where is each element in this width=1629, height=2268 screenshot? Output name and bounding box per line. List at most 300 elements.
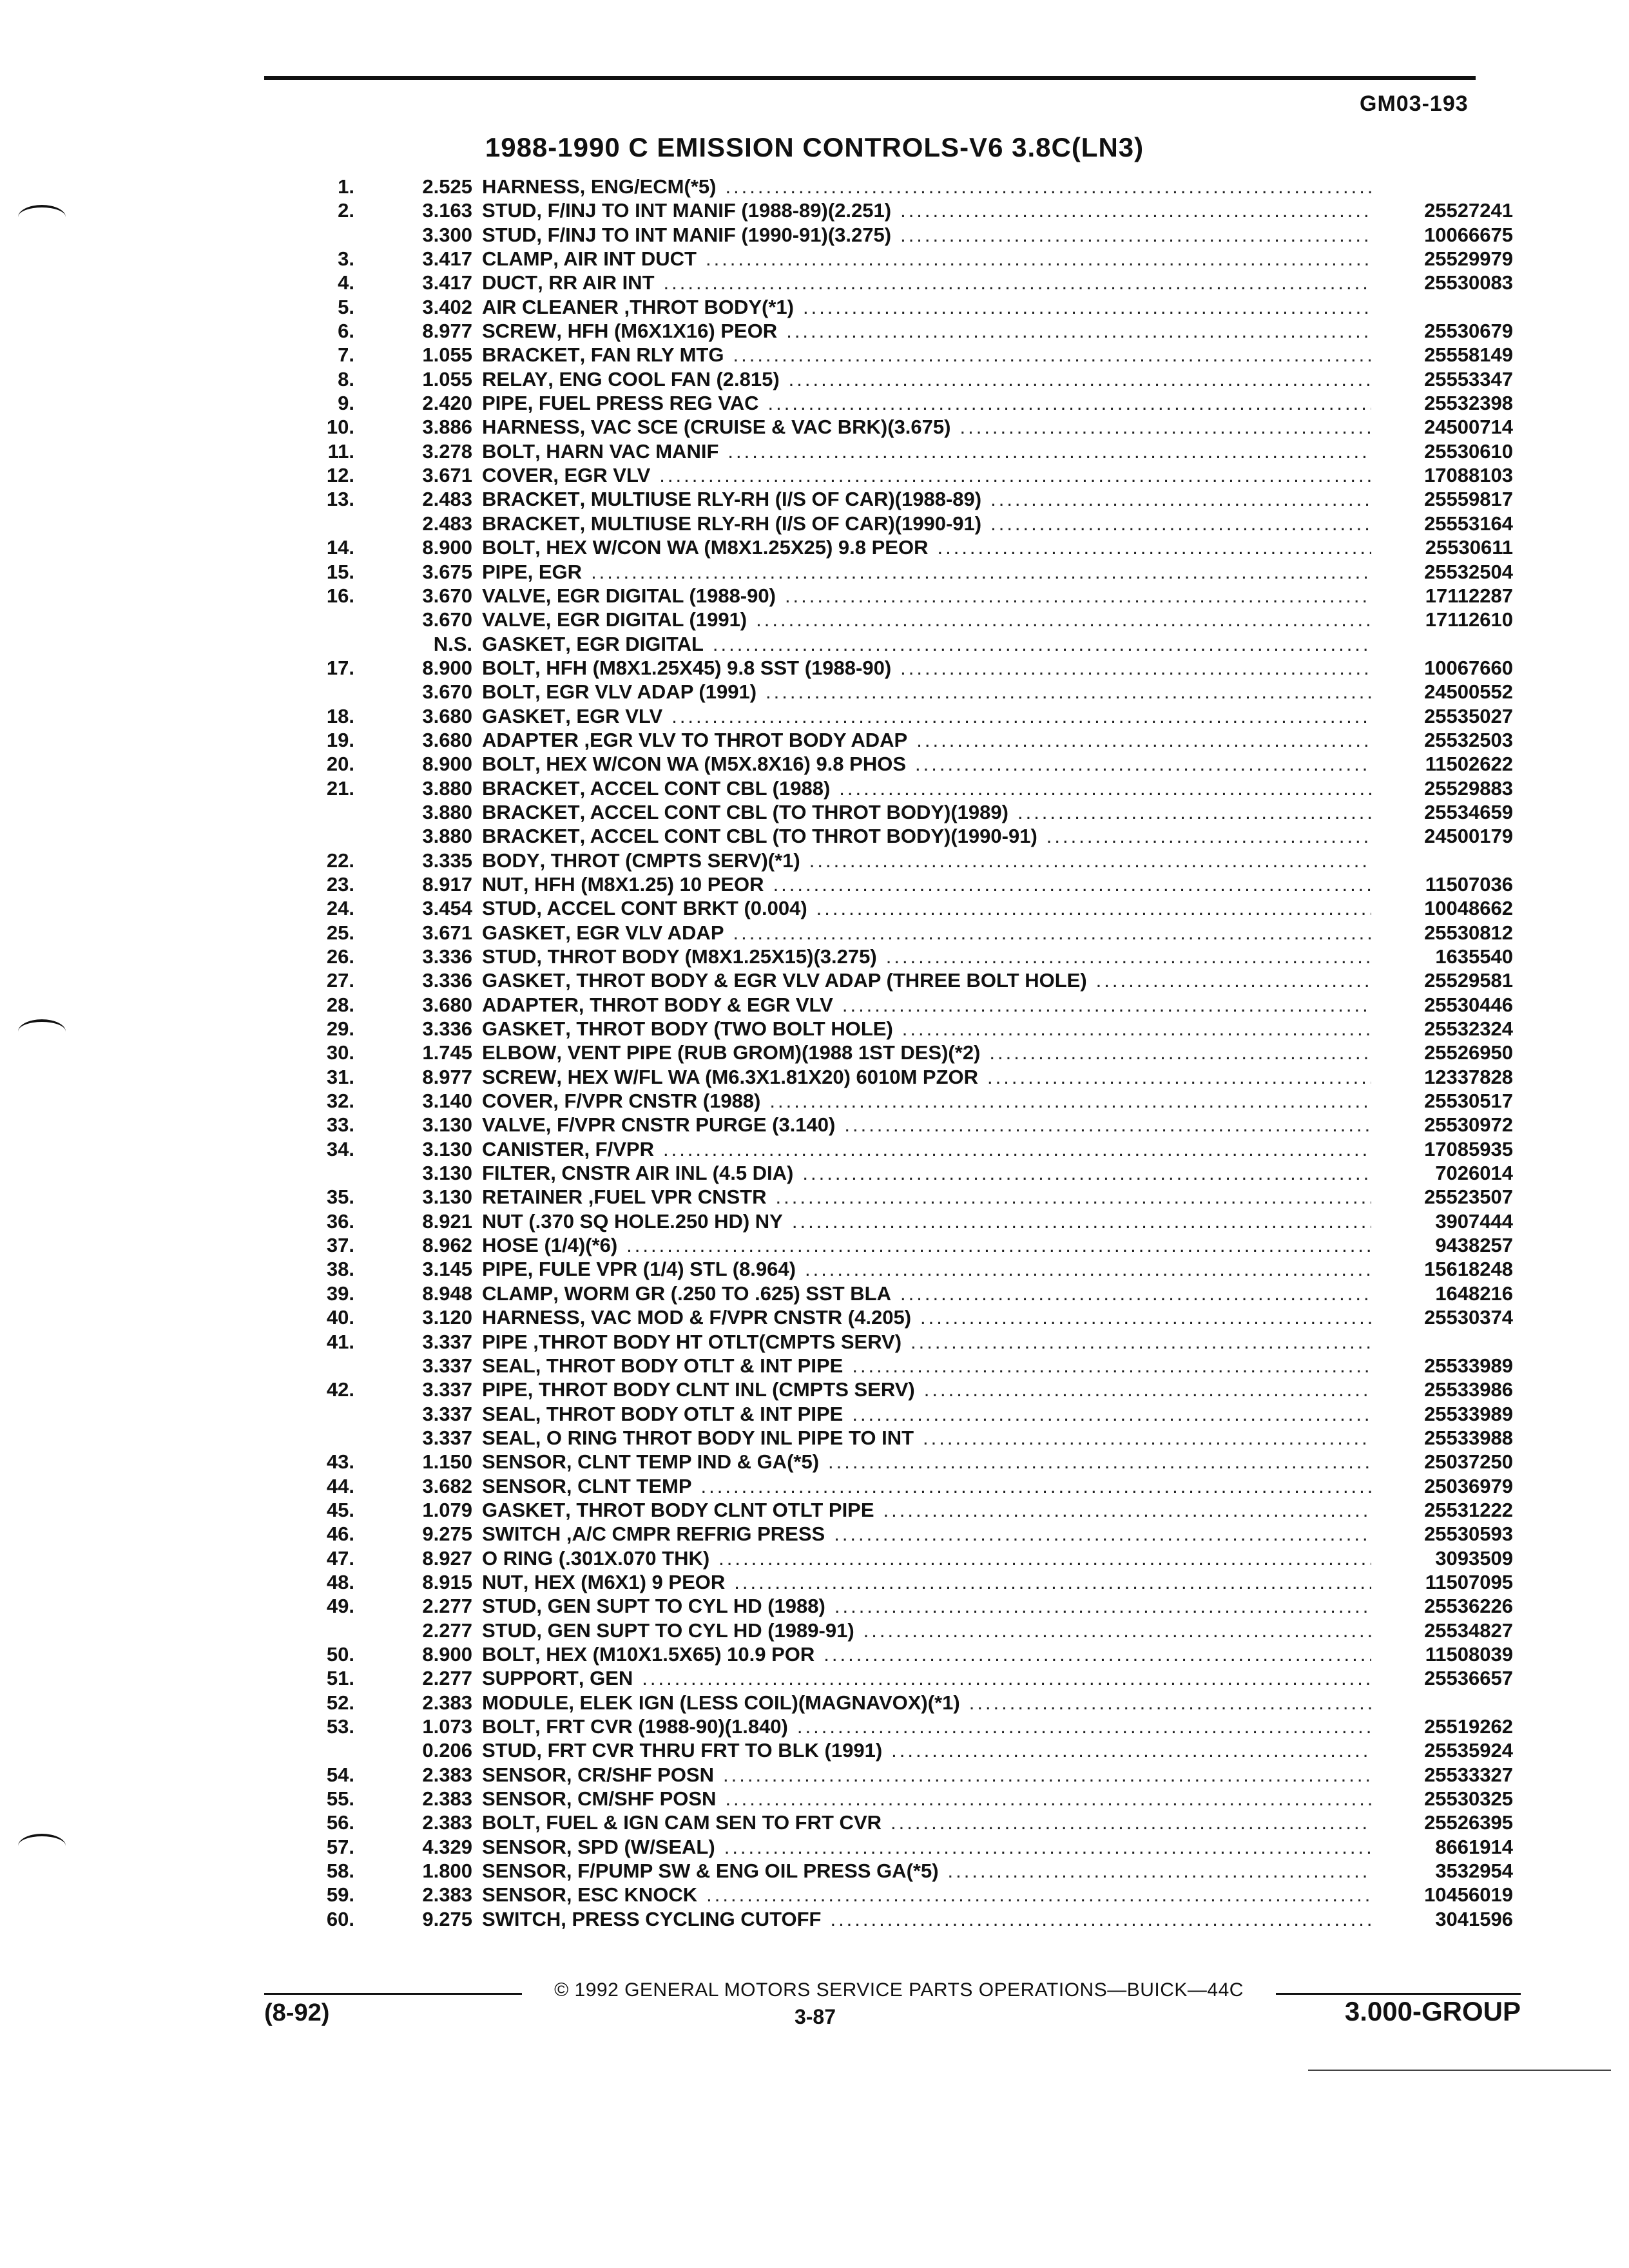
group-number: 3.670	[422, 584, 472, 607]
part-detail: , CLNT TEMP	[566, 1474, 692, 1497]
group-number: 8.977	[422, 320, 472, 343]
part-name: BOLT	[482, 1642, 535, 1666]
part-description	[482, 1522, 1371, 1546]
dot-leader	[816, 896, 1371, 920]
item-number: 1.	[338, 175, 354, 198]
group-number: 8.917	[422, 872, 472, 896]
dot-leader	[789, 367, 1371, 391]
item-number: 14.	[326, 536, 354, 559]
part-name: SEAL	[482, 1354, 535, 1377]
parts-row	[0, 1017, 1629, 1041]
part-number: 11507036	[1425, 872, 1513, 896]
item-number: 44.	[326, 1474, 354, 1497]
part-description	[482, 223, 1371, 247]
dot-leader	[809, 849, 1371, 872]
part-number: 25529581	[1424, 969, 1513, 992]
dot-leader	[723, 1763, 1371, 1787]
parts-row	[0, 1041, 1629, 1064]
parts-row	[0, 295, 1629, 319]
part-description	[482, 271, 1371, 294]
parts-row	[0, 632, 1629, 656]
parts-row	[0, 824, 1629, 848]
part-name: SENSOR	[482, 1860, 566, 1883]
group-number: 3.671	[422, 464, 472, 487]
item-number: 36.	[326, 1209, 354, 1233]
group-number: 3.337	[422, 1402, 472, 1425]
parts-row	[0, 271, 1629, 294]
group-number: 2.383	[422, 1691, 472, 1714]
parts-row	[0, 945, 1629, 968]
part-number: 25527241	[1424, 199, 1513, 222]
dot-leader	[766, 680, 1371, 704]
group-number: 0.206	[422, 1739, 472, 1762]
item-number: 39.	[326, 1282, 354, 1305]
group-number: 3.417	[422, 247, 472, 271]
part-name: STUD	[482, 1739, 537, 1762]
dot-leader	[725, 1787, 1371, 1811]
part-description	[482, 391, 1371, 415]
parts-row	[0, 1113, 1629, 1137]
parts-row	[0, 247, 1629, 271]
parts-row	[0, 175, 1629, 198]
group-number: 3.670	[422, 608, 472, 631]
parts-row	[0, 439, 1629, 463]
part-name: SENSOR	[482, 1474, 566, 1497]
part-detail: , F/PUMP SW & ENG OIL PRESS GA(*5)	[566, 1860, 939, 1883]
dot-leader	[969, 1691, 1371, 1715]
item-number: 26.	[326, 945, 354, 968]
group-number: 3.163	[422, 199, 472, 222]
part-detail: , EGR DIGITAL (1991)	[545, 608, 747, 631]
parts-row	[0, 415, 1629, 439]
parts-row	[0, 1330, 1629, 1354]
part-description	[482, 1330, 1371, 1354]
part-number: 25553164	[1424, 512, 1513, 535]
parts-row	[0, 993, 1629, 1017]
dot-leader	[948, 1859, 1371, 1883]
part-description	[482, 1041, 1371, 1064]
dot-leader	[830, 1907, 1371, 1931]
part-detail: , THROT BODY OTLT & INT PIPE	[535, 1402, 843, 1425]
part-name: GASKET	[482, 1498, 566, 1521]
part-number: 25531222	[1424, 1498, 1513, 1521]
part-number: 25530593	[1424, 1523, 1513, 1546]
parts-row	[0, 1209, 1629, 1233]
part-number: 8661914	[1435, 1835, 1513, 1858]
part-detail: , HEX (M6X1) 9 PEOR	[523, 1570, 726, 1593]
group-number: 3.337	[422, 1378, 472, 1401]
part-number: 3093509	[1435, 1546, 1513, 1570]
part-number: 25530611	[1425, 536, 1513, 559]
item-number: 30.	[326, 1041, 354, 1064]
group-number: 3.336	[422, 945, 472, 968]
part-number: 24500714	[1424, 416, 1513, 439]
part-name: STUD	[482, 945, 537, 968]
item-number: 43.	[326, 1450, 354, 1474]
part-detail: , THROT BODY CLNT INL (CMPTS SERV)	[527, 1378, 915, 1401]
part-number: 25534827	[1424, 1619, 1513, 1642]
part-detail: , HFH (M6X1X16) PEOR	[556, 320, 778, 343]
item-number: 21.	[326, 776, 354, 800]
group-number: 3.337	[422, 1354, 472, 1377]
item-number: 50.	[326, 1642, 354, 1666]
part-name: BOLT	[482, 439, 535, 463]
dot-leader	[883, 1498, 1371, 1522]
part-description	[482, 921, 1371, 945]
part-number: 11507095	[1425, 1570, 1513, 1593]
part-detail: , EGR DIGITAL (1988-90)	[545, 584, 776, 607]
part-detail: , EGR VLV	[565, 704, 663, 727]
parts-row	[0, 896, 1629, 920]
group-number: 3.335	[422, 849, 472, 872]
item-number: 15.	[326, 560, 354, 583]
dot-leader	[987, 1065, 1371, 1089]
dot-leader	[852, 1354, 1371, 1378]
part-description	[482, 175, 1371, 198]
item-number: 29.	[326, 1017, 354, 1041]
part-number: 25523507	[1424, 1186, 1513, 1209]
part-name: SENSOR	[482, 1450, 566, 1474]
part-number: 10456019	[1424, 1883, 1513, 1907]
part-number: 25529883	[1424, 776, 1513, 800]
part-description	[482, 680, 1371, 704]
dot-leader	[1017, 800, 1371, 824]
part-number: 17112610	[1425, 608, 1513, 631]
part-description	[482, 1305, 1371, 1329]
parts-row	[0, 560, 1629, 584]
parts-row	[0, 680, 1629, 704]
group-number: 3.337	[422, 1330, 472, 1353]
dot-leader	[706, 1883, 1371, 1907]
group-number: 3.680	[422, 728, 472, 751]
part-detail: , THROT BODY & EGR VLV ADAP (THREE BOLT HOLE)	[565, 969, 1087, 992]
part-detail: , THROT BODY CLNT OTLT PIPE	[565, 1498, 874, 1521]
part-name: GASKET	[482, 632, 566, 655]
part-number: 25553347	[1424, 367, 1513, 390]
item-number: 56.	[326, 1811, 354, 1834]
item-number: 4.	[338, 271, 354, 294]
part-detail: , FRT CVR (1988-90)(1.840)	[535, 1715, 788, 1738]
group-number: 2.277	[422, 1619, 472, 1642]
item-number: 3.	[338, 247, 354, 271]
part-description	[482, 993, 1371, 1017]
group-number: 3.454	[422, 897, 472, 920]
dot-leader	[664, 271, 1371, 294]
part-detail: , F/INJ TO INT MANIF (1988-89)(2.251)	[536, 199, 892, 222]
parts-row	[0, 1835, 1629, 1859]
dot-leader	[803, 295, 1371, 319]
part-description	[482, 776, 1371, 800]
part-detail: , ACCEL CONT CBL (TO THROT BODY)(1990-91)	[579, 825, 1037, 848]
dot-leader	[900, 198, 1371, 222]
part-description	[482, 439, 1371, 463]
part-number: 10066675	[1424, 223, 1513, 246]
part-name: CANISTER	[482, 1137, 584, 1160]
part-name: GASKET	[482, 704, 566, 727]
part-detail: , FULE VPR (1/4) STL (8.964)	[527, 1258, 796, 1281]
parts-row	[0, 1378, 1629, 1401]
part-detail: , GEN SUPT TO CYL HD (1989-91)	[536, 1619, 854, 1642]
part-detail: , EGR DIGITAL	[565, 632, 704, 655]
part-name: COVER	[482, 464, 554, 487]
part-name: SUPPORT	[482, 1667, 579, 1690]
group-number: 3.145	[422, 1258, 472, 1281]
part-number: 3041596	[1435, 1907, 1513, 1930]
dot-leader	[902, 1017, 1371, 1041]
part-description	[482, 584, 1371, 608]
parts-row	[0, 872, 1629, 896]
copyright: © 1992 GENERAL MOTORS SERVICE PARTS OPERATIONS—BUICK—44C	[554, 1979, 1244, 2001]
dot-leader	[834, 1594, 1371, 1618]
group-number: 3.880	[422, 776, 472, 800]
part-name: CLAMP	[482, 1282, 554, 1305]
part-number: 9438257	[1435, 1234, 1513, 1257]
group-number: 1.150	[422, 1450, 472, 1474]
group-number: 8.900	[422, 1642, 472, 1666]
parts-row	[0, 1570, 1629, 1594]
parts-row	[0, 1137, 1629, 1161]
item-number: 18.	[326, 704, 354, 727]
item-number: 48.	[326, 1570, 354, 1593]
part-number: 17085935	[1424, 1137, 1513, 1160]
part-detail: , WORM GR (.250 TO .625) SST BLA	[553, 1282, 892, 1305]
dot-leader	[768, 391, 1371, 415]
parts-row	[0, 1522, 1629, 1546]
parts-row	[0, 728, 1629, 752]
dot-leader	[911, 1330, 1371, 1354]
item-number: 45.	[326, 1498, 354, 1521]
item-number: 33.	[326, 1113, 354, 1137]
group-number: 8.948	[422, 1282, 472, 1305]
part-number: 25526950	[1424, 1041, 1513, 1064]
dot-leader	[728, 439, 1371, 463]
part-number: 1648216	[1435, 1282, 1513, 1305]
parts-row	[0, 343, 1629, 367]
part-detail: , AIR INT DUCT	[553, 247, 697, 271]
part-description	[482, 1450, 1371, 1474]
dot-leader	[805, 1257, 1371, 1281]
item-number: 13.	[326, 488, 354, 511]
part-description	[482, 849, 1371, 872]
dot-leader	[733, 921, 1372, 945]
parts-row	[0, 776, 1629, 800]
part-name: STUD	[482, 1619, 537, 1642]
part-description	[482, 1137, 1371, 1161]
parts-row	[0, 1065, 1629, 1089]
part-detail: , CNSTR AIR INL (4.5 DIA)	[550, 1162, 794, 1185]
part-description	[482, 1233, 1371, 1257]
part-detail: , GEN	[578, 1667, 633, 1690]
part-detail: ,EGR VLV TO THROT BODY ADAP	[578, 728, 908, 751]
parts-row	[0, 535, 1629, 559]
parts-row	[0, 367, 1629, 391]
parts-row	[0, 1642, 1629, 1666]
part-detail: , SPD (W/SEAL)	[566, 1835, 715, 1858]
group-number: 8.927	[422, 1546, 472, 1570]
item-number: 23.	[326, 872, 354, 896]
part-detail: , EGR	[527, 560, 583, 583]
dot-leader	[852, 1402, 1371, 1426]
dot-leader	[844, 1113, 1371, 1137]
part-description	[482, 1859, 1371, 1883]
part-name: ADAPTER	[482, 728, 579, 751]
part-number: 25532503	[1424, 728, 1513, 751]
item-number: 25.	[326, 921, 354, 944]
part-name: COVER	[482, 1090, 554, 1113]
group-number: 3.140	[422, 1090, 472, 1113]
group-number: 3.671	[422, 921, 472, 944]
group-number: 1.745	[422, 1041, 472, 1064]
part-detail: ,FUEL VPR CNSTR	[583, 1186, 767, 1209]
part-number: 12337828	[1424, 1065, 1513, 1088]
part-detail: , F/VPR CNSTR PURGE (3.140)	[545, 1113, 836, 1137]
item-number: 46.	[326, 1523, 354, 1546]
footer-rule-right	[1276, 1993, 1521, 1995]
item-number: 40.	[326, 1306, 354, 1329]
part-name: HARNESS	[482, 175, 580, 198]
part-name: PIPE	[482, 1330, 528, 1353]
part-detail: , CR/SHF POSN	[566, 1763, 715, 1786]
part-description	[482, 728, 1371, 752]
part-detail: , HEX W/CON WA (M5X.8X16) 9.8 PHOS	[535, 753, 906, 776]
part-description	[482, 1738, 1371, 1762]
item-number: 35.	[326, 1186, 354, 1209]
part-name: STUD	[482, 199, 537, 222]
part-name: BOLT	[482, 753, 535, 776]
part-detail: , F/VPR	[584, 1137, 654, 1160]
dot-leader	[724, 1835, 1371, 1859]
item-number: 12.	[326, 464, 354, 487]
part-description	[482, 1354, 1371, 1378]
dot-leader	[671, 704, 1371, 728]
parts-row	[0, 512, 1629, 535]
dot-leader	[924, 1378, 1371, 1401]
group-number: 3.336	[422, 969, 472, 992]
part-description	[482, 1209, 1371, 1233]
item-number: 5.	[338, 295, 354, 318]
part-name: RETAINER	[482, 1186, 583, 1209]
part-description	[482, 1642, 1371, 1666]
part-name: HOSE	[482, 1234, 539, 1257]
item-number: 58.	[326, 1860, 354, 1883]
parts-row	[0, 1546, 1629, 1570]
part-name: BOLT	[482, 656, 535, 679]
item-number: 42.	[326, 1378, 354, 1401]
dot-leader	[828, 1450, 1371, 1474]
item-number: 2.	[338, 199, 354, 222]
part-number: 25036979	[1424, 1474, 1513, 1497]
part-number: 25535027	[1424, 704, 1513, 727]
part-description	[482, 1763, 1371, 1787]
part-description	[482, 1402, 1371, 1426]
part-detail: ,THROT BODY(*1)	[618, 295, 794, 318]
part-description	[482, 1498, 1371, 1522]
part-detail: , ELEK IGN (LESS COIL)(MAGNAVOX)(*1)	[568, 1691, 960, 1714]
part-number: 25533989	[1424, 1402, 1513, 1425]
part-number: 25533327	[1424, 1763, 1513, 1786]
item-number: 57.	[326, 1835, 354, 1858]
parts-row	[0, 1402, 1629, 1426]
parts-list	[0, 175, 1629, 1931]
part-number: 25530446	[1424, 993, 1513, 1016]
dot-leader	[834, 1522, 1371, 1546]
part-description	[482, 535, 1371, 559]
part-detail: , HARN VAC MANIF	[535, 439, 719, 463]
item-number: 37.	[326, 1234, 354, 1257]
part-detail: , ACCEL CONT BRKT (0.004)	[536, 897, 807, 920]
part-detail: , EGR VLV ADAP (1991)	[535, 680, 757, 704]
part-detail: , F/INJ TO INT MANIF (1990-91)(3.275)	[536, 223, 892, 246]
doc-code: GM03-193	[1360, 91, 1469, 116]
parts-row	[0, 1305, 1629, 1329]
part-name: RELAY	[482, 367, 548, 390]
parts-row	[0, 1089, 1629, 1113]
group-number: 3.680	[422, 704, 472, 727]
dot-leader	[842, 993, 1371, 1017]
page-title: 1988-1990 C EMISSION CONTROLS-V6 3.8C(LN3)	[485, 132, 1144, 162]
part-number: 25530325	[1424, 1787, 1513, 1811]
part-description	[482, 945, 1371, 968]
part-detail: , EGR VLV ADAP	[565, 921, 724, 944]
item-number: 53.	[326, 1715, 354, 1738]
item-number: 6.	[338, 320, 354, 343]
part-detail: , ACCEL CONT CBL (TO THROT BODY)(1989)	[579, 800, 1008, 823]
part-number: 3907444	[1435, 1209, 1513, 1233]
item-number: 22.	[326, 849, 354, 872]
item-number: 47.	[326, 1546, 354, 1570]
parts-row	[0, 1233, 1629, 1257]
part-name: MODULE	[482, 1691, 569, 1714]
part-detail: , EGR VLV	[553, 464, 651, 487]
part-description	[482, 1907, 1371, 1931]
part-number: 7026014	[1435, 1162, 1513, 1185]
part-description	[482, 463, 1371, 487]
group-number: 2.383	[422, 1763, 472, 1786]
part-description	[482, 1257, 1371, 1281]
dot-leader	[923, 1426, 1371, 1450]
group-number: 3.130	[422, 1162, 472, 1185]
dot-leader	[900, 223, 1371, 247]
group-number: 3.680	[422, 993, 472, 1016]
bottom-rule	[1308, 2070, 1611, 2071]
part-detail: , VENT PIPE (RUB GROM)(1988 1ST DES)(*2)	[556, 1041, 981, 1064]
part-name: GASKET	[482, 921, 566, 944]
item-number: 34.	[326, 1137, 354, 1160]
part-description	[482, 415, 1371, 439]
item-number: 9.	[338, 392, 354, 415]
revision-date: (8-92)	[264, 1999, 330, 2026]
part-description	[482, 1474, 1371, 1498]
parts-row	[0, 223, 1629, 247]
part-name: BRACKET	[482, 343, 580, 367]
parts-row	[0, 1282, 1629, 1305]
dot-leader	[891, 1738, 1371, 1762]
part-description	[482, 824, 1371, 848]
part-name: BRACKET	[482, 512, 580, 535]
part-name: BOLT	[482, 1811, 535, 1834]
part-description	[482, 198, 1371, 222]
part-name: PIPE	[482, 392, 528, 415]
part-description	[482, 1378, 1371, 1401]
dot-leader	[839, 776, 1371, 800]
part-name: SEAL	[482, 1402, 535, 1425]
parts-row	[0, 1498, 1629, 1522]
group-number: 9.275	[422, 1907, 472, 1930]
part-number: 25532324	[1424, 1017, 1513, 1041]
parts-row	[0, 1161, 1629, 1185]
part-name: NUT	[482, 1570, 523, 1593]
part-detail: , THROT BODY OTLT & INT PIPE	[535, 1354, 843, 1377]
